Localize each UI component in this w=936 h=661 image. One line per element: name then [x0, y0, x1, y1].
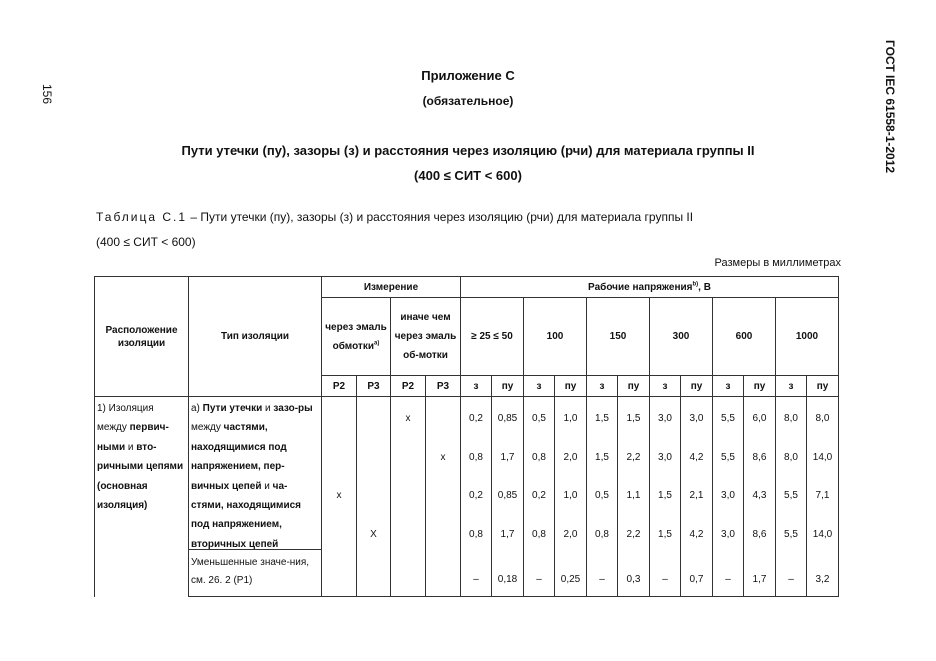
value-cell: 14,0 [812, 529, 833, 541]
value-column [807, 397, 839, 597]
header-clearance: з [650, 376, 681, 397]
value-cell: 0,2 [532, 490, 546, 502]
value-cell: 5,5 [721, 451, 735, 463]
mark-cell [426, 399, 460, 438]
voltage-unit: , В [698, 281, 711, 293]
value-column [776, 397, 807, 597]
mark-cell: х [440, 451, 446, 463]
header-location: Расположение изоляции [95, 277, 189, 397]
table-caption-label: Таблица С.1 [96, 210, 188, 224]
location-part-bold: первич-ными [97, 422, 169, 453]
value-cell: 8,6 [752, 451, 767, 463]
value-column [650, 397, 681, 597]
header-insulation-type: Тип изоляции [189, 277, 322, 397]
reduced-value-cell: 0,18 [497, 573, 518, 585]
value-cell: 8,0 [815, 412, 830, 424]
mark-cell: Х [370, 529, 377, 541]
value-cell: 1,7 [500, 451, 515, 463]
header-creepage: пу [555, 376, 587, 397]
main-title-line-1: Пути утечки (пу), зазоры (з) и расстояния через изоляцию (рчи) для материала группы II [181, 143, 755, 158]
type-part: а) [191, 403, 203, 414]
table-body-row [95, 397, 839, 597]
mark-column [322, 397, 357, 597]
value-cell: 8,0 [784, 412, 798, 424]
header-clearance: з [461, 376, 492, 397]
value-cell: 0,8 [469, 451, 483, 463]
working-voltages-label: Рабочие напряжения [588, 281, 693, 293]
mark-cell [357, 399, 390, 438]
insulation-type-cell [189, 397, 322, 597]
value-cell: 5,5 [721, 412, 735, 424]
reduced-values-label: Уменьшенные значе-ния, см. 26. 2 (Р1) [189, 549, 321, 593]
location-text [95, 397, 188, 515]
value-cell: 0,85 [497, 490, 518, 502]
value-column [713, 397, 744, 597]
value-cell: 8,0 [784, 451, 798, 463]
value-cell: 8,6 [752, 529, 767, 541]
header-through-enamel [322, 298, 391, 376]
mark-cell [426, 477, 460, 516]
value-cell: 6,0 [752, 412, 767, 424]
reduced-value-cell: – [599, 573, 605, 585]
header-clearance: з [587, 376, 618, 397]
through-enamel-label: через эмаль обмотки [325, 321, 387, 352]
type-part-bold: частями, находящимися под напряжением, пер-вичных цепей [191, 422, 287, 492]
page-number: 156 [40, 84, 54, 105]
value-cell: 3,0 [721, 529, 735, 541]
value-cell: 3,0 [658, 412, 672, 424]
units-note: Размеры в миллиметрах [714, 257, 841, 269]
value-cell: 0,8 [532, 451, 546, 463]
value-cell: 1,5 [658, 529, 672, 541]
mark-cell [357, 477, 390, 516]
value-cell: 2,1 [689, 490, 704, 502]
table-caption-text: – Пути утечки (пу), зазоры (з) и расстояния через изоляцию (рчи) для материала группы II [187, 210, 694, 224]
header-row-1 [95, 277, 839, 298]
header-voltage-25-50: ≥ 25 ≤ 50 [461, 298, 524, 376]
location-part: и [125, 441, 137, 453]
header-pollution-p2: Р2 [391, 376, 426, 397]
value-column [618, 397, 650, 597]
value-cell: 3,0 [721, 490, 735, 502]
header-creepage: пу [681, 376, 713, 397]
value-cell: 4,2 [689, 451, 704, 463]
value-cell: 4,2 [689, 529, 704, 541]
value-column [681, 397, 713, 597]
mark-cell [426, 515, 460, 554]
mark-cell [322, 515, 356, 554]
location-part: 1) Изоляция между [97, 403, 154, 434]
header-not-through-enamel: иначе чем через эмаль об-мотки [391, 298, 461, 376]
reduced-value-cell: – [662, 573, 668, 585]
value-cell: 4,3 [752, 490, 767, 502]
value-cell: 5,5 [784, 529, 798, 541]
reduced-value-cell: – [536, 573, 542, 585]
mark-cell [322, 399, 356, 438]
header-voltage-300: 300 [650, 298, 713, 376]
type-part: и [262, 403, 274, 414]
header-creepage: пу [618, 376, 650, 397]
main-title-line-2: (400 ≤ СИТ < 600) [414, 168, 522, 183]
reduced-value-cell: 3,2 [815, 573, 830, 585]
value-cell: 0,85 [497, 412, 518, 424]
header-creepage: пу [807, 376, 839, 397]
footnote-b-mark: b) [692, 281, 699, 288]
value-cell: 2,0 [563, 529, 578, 541]
header-voltage-100: 100 [524, 298, 587, 376]
header-pollution-p3: Р3 [357, 376, 391, 397]
value-cell: 14,0 [812, 451, 833, 463]
header-measurement: Измерение [322, 277, 461, 298]
value-column [492, 397, 524, 597]
value-column [524, 397, 555, 597]
header-pollution-p2: Р2 [322, 376, 357, 397]
location-cell [95, 397, 189, 597]
header-clearance: з [524, 376, 555, 397]
value-cell: 0,2 [469, 412, 483, 424]
reduced-value-cell: – [725, 573, 731, 585]
mark-column [391, 397, 426, 597]
value-cell: 2,2 [626, 451, 641, 463]
value-cell: 1,5 [595, 451, 609, 463]
value-cell: 1,1 [626, 490, 641, 502]
value-cell: 0,5 [532, 412, 546, 424]
header-working-voltages [461, 277, 839, 298]
value-cell: 2,0 [563, 451, 578, 463]
value-cell: 1,0 [563, 412, 578, 424]
mark-cell [322, 438, 356, 477]
value-cell: 3,0 [689, 412, 704, 424]
value-cell: 0,8 [532, 529, 546, 541]
mark-column [357, 397, 391, 597]
value-cell: 1,0 [563, 490, 578, 502]
type-part: и [261, 480, 273, 492]
value-cell: 1,5 [626, 412, 641, 424]
reduced-value-cell: 0,3 [626, 573, 641, 585]
annex-status: (обязательное) [422, 94, 514, 108]
mark-cell: х [405, 412, 411, 424]
type-part-bold: зазо-ры [273, 403, 313, 414]
header-pollution-p3: Р3 [426, 376, 461, 397]
insulation-type-text [189, 397, 321, 549]
header-voltage-600: 600 [713, 298, 776, 376]
table-caption-line-2: (400 ≤ СИТ < 600) [96, 235, 196, 249]
reduced-value-cell: – [788, 573, 794, 585]
value-column [587, 397, 618, 597]
mark-column [426, 397, 461, 597]
value-column [461, 397, 492, 597]
header-creepage: пу [492, 376, 524, 397]
standard-code: ГОСТ IEC 61558-1-2012 [883, 40, 897, 174]
value-cell: 2,2 [626, 529, 641, 541]
footnote-a-mark: а) [373, 340, 380, 347]
annex-title: Приложение С [421, 68, 515, 83]
value-cell: 1,5 [595, 412, 609, 424]
type-part-bold: Пути утечки [202, 403, 263, 414]
mark-cell: х [336, 490, 342, 502]
value-cell: 0,5 [595, 490, 609, 502]
value-column [744, 397, 776, 597]
value-cell: 3,0 [658, 451, 672, 463]
header-voltage-150: 150 [587, 298, 650, 376]
value-cell: 7,1 [815, 490, 830, 502]
value-cell: 5,5 [784, 490, 798, 502]
value-cell: 0,8 [595, 529, 609, 541]
reduced-value-cell: 0,7 [689, 573, 704, 585]
type-part-bold: ча-стями, находящимися под напряжением, вторичных цепей [191, 480, 301, 550]
table-caption-line-1 [96, 210, 693, 224]
location-part-bold: вто-ричными цепями (основная изоляция) [97, 441, 184, 512]
header-voltage-1000: 1000 [776, 298, 839, 376]
mark-cell [391, 438, 425, 477]
value-cell: 1,5 [658, 490, 672, 502]
reduced-value-cell: – [473, 573, 479, 585]
header-clearance: з [776, 376, 807, 397]
mark-cell [391, 477, 425, 516]
mark-cell [357, 438, 390, 477]
clearance-table [94, 276, 839, 597]
value-cell: 0,8 [469, 529, 483, 541]
reduced-value-cell: 1,7 [752, 573, 767, 585]
type-part: между [191, 422, 224, 434]
reduced-value-cell: 0,25 [560, 573, 581, 585]
value-cell: 1,7 [500, 529, 515, 541]
header-creepage: пу [744, 376, 776, 397]
mark-cell [391, 515, 425, 554]
header-clearance: з [713, 376, 744, 397]
value-cell: 0,2 [469, 490, 483, 502]
value-column [555, 397, 587, 597]
